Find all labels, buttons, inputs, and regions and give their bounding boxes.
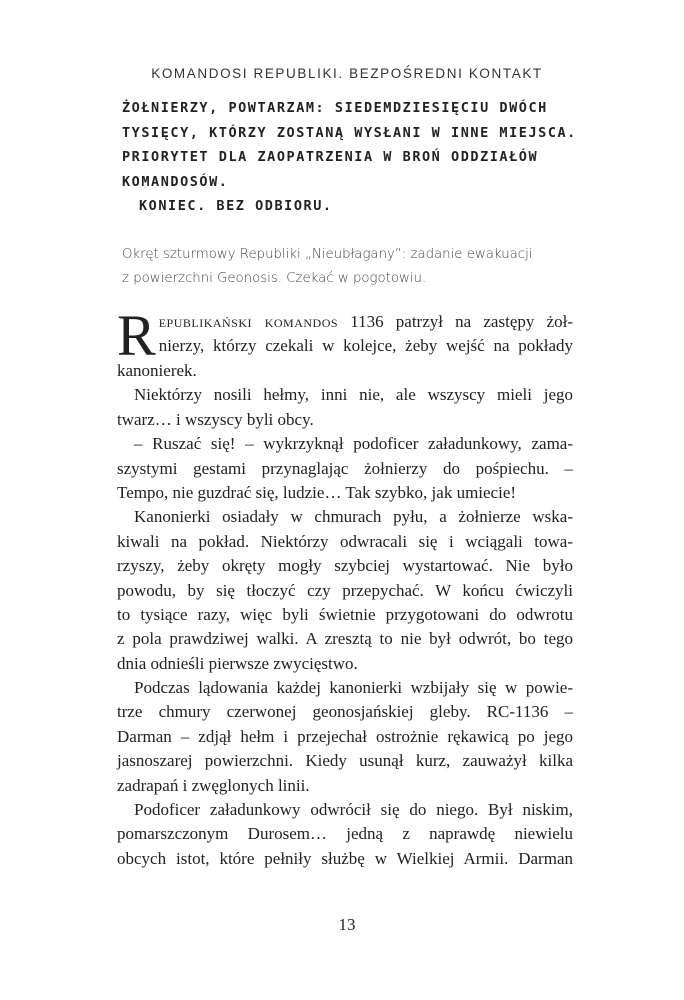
body-line: pomarszczonym Durosem… jedną z naprawdę niewielu xyxy=(117,824,573,844)
body-line: kiwali na pokład. Niektórzy odwracali się i wciągali towa- xyxy=(117,531,573,551)
body-line: trze chmury czerwonej geonosjańskiej gleby. RC-1136 – xyxy=(117,702,573,722)
dispatch-line: Okręt szturmowy Republiki „Nieubłagany”: zadanie ewakuacji xyxy=(122,247,533,262)
body-line: Podczas lądowania każdej kanonierki wzbijały się w powie- xyxy=(134,678,573,698)
body-line: – Ruszać się! – wykrzyknął podoficer załadunkowy, zama- xyxy=(134,434,573,454)
body-line: kanonierek. xyxy=(117,361,197,380)
transmission-block xyxy=(122,96,582,219)
body-line: z pola prawdziwej walki. A zresztą to nie był odwrót, bo tego xyxy=(117,629,573,649)
body-line: Darman – zdjął hełm i przejechał ostrożnie rękawicą po jego xyxy=(117,726,573,746)
body-line: powodu, by się tłoczyć czy przepychać. W końcu ćwiczyli xyxy=(117,580,573,600)
body-line: zadrapań i zwęglonych linii. xyxy=(117,775,310,795)
dispatch-line: z powierzchni Geonosis. Czekać w pogotowiu. xyxy=(122,271,427,286)
body-line: szystymi gestami przynaglając żołnierzy do pośpiechu. – xyxy=(117,458,573,478)
transmission-line: TYSIĘCY, KTÓRZY ZOSTANĄ WYSŁANI W INNE MIEJSCA. xyxy=(122,124,577,141)
body-line: rzyszy, żeby okręty mogły szybciej wystartować. Nie było xyxy=(117,556,573,576)
page-number: 13 xyxy=(338,915,356,934)
body-line: nierzy, którzy czekali w kolejce, żeby wejść na pokłady xyxy=(158,336,573,356)
body-text xyxy=(117,303,573,871)
opening-line-rest: 1136 patrzył na zastępy żoł- xyxy=(338,312,573,331)
dispatch-header xyxy=(122,243,562,291)
body-line: dnia odnieśli pierwsze zwycięstwo. xyxy=(117,653,358,673)
transmission-line: ŻOŁNIERZY, POWTARZAM: SIEDEMDZIESIĘCIU DWÓCH xyxy=(122,100,548,116)
transmission-line: PRIORYTET DLA ZAOPATRZENIA W BROŃ ODDZIAŁÓW xyxy=(122,149,539,165)
running-head: KOMANDOSI REPUBLIKI. BEZPOŚREDNI KONTAKT xyxy=(151,66,543,81)
body-line: twarz… i wszyscy byli obcy. xyxy=(117,409,314,429)
body-line xyxy=(117,310,573,334)
body-line: Niektórzy nosili hełmy, inni nie, ale wszyscy mieli jego xyxy=(134,385,573,405)
body-line: Tempo, nie guzdrać się, ludzie… Tak szybko, jak umiecie! xyxy=(117,482,517,502)
transmission-line: KOMANDOSÓW. xyxy=(122,173,229,190)
body-line: to tysiące razy, więc byli świetnie przygotowani do odwrotu xyxy=(117,604,573,624)
drop-cap: R xyxy=(117,303,156,368)
opening-smallcaps: epublikański komandos xyxy=(158,312,339,331)
body-line: Kanonierki osiadały w chmurach pyłu, a żołnierze wska- xyxy=(134,507,573,527)
body-line: obcych istot, które pełniły służbę w Wielkiej Armii. Darman xyxy=(117,848,573,868)
body-line: jasnoszarej powierzchni. Kiedy usunął kurz, zauważył kilka xyxy=(117,751,573,771)
body-line: Podoficer załadunkowy odwrócił się do niego. Był niskim, xyxy=(134,800,573,820)
transmission-line: KONIEC. BEZ ODBIORU. xyxy=(139,198,333,214)
